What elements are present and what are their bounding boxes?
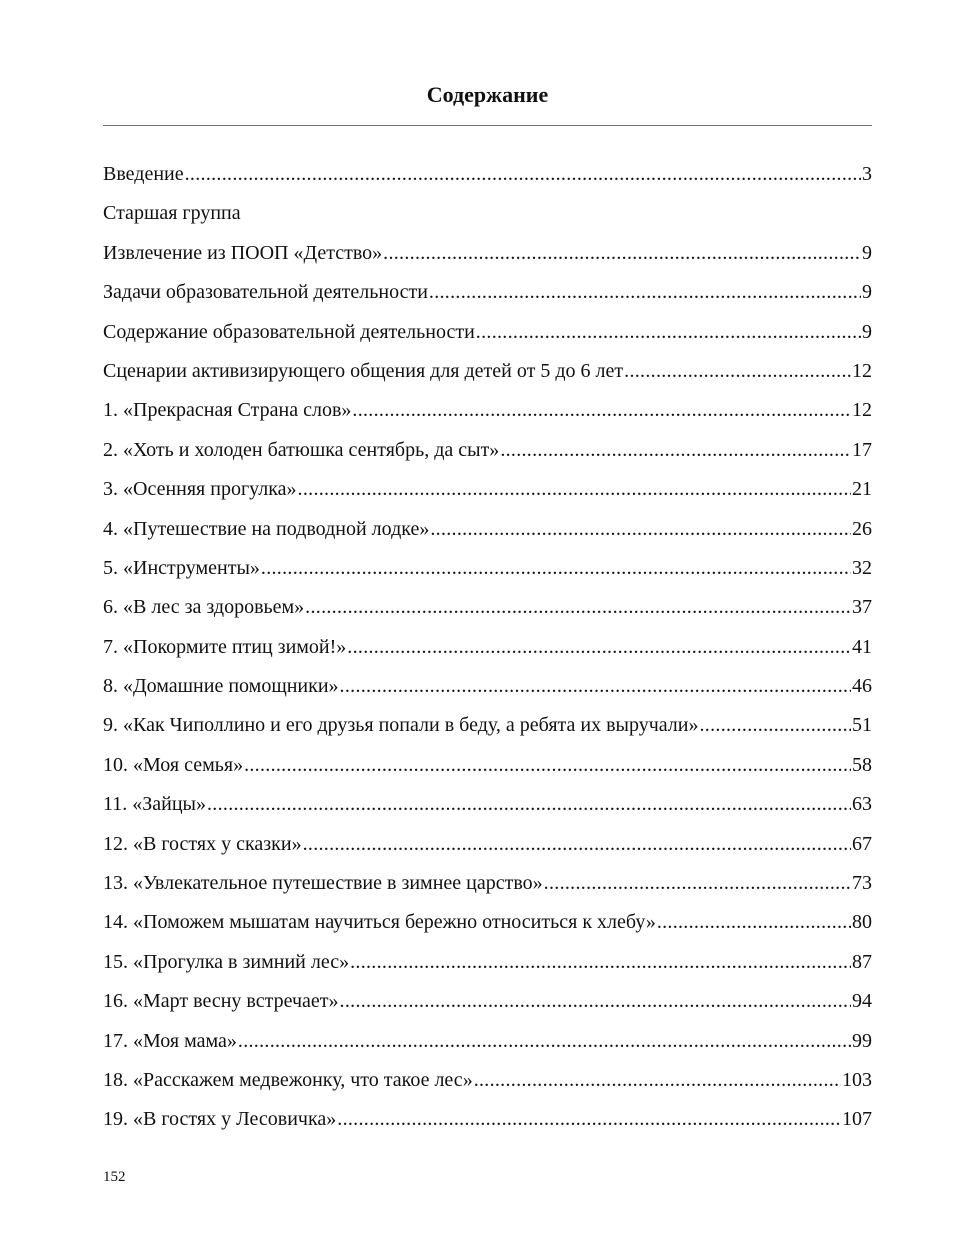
toc-entry-page: 12 <box>852 399 872 422</box>
toc-entry <box>103 588 872 627</box>
toc-entry-page: 87 <box>852 950 872 973</box>
toc-entry <box>103 982 872 1021</box>
toc-entry-page: 26 <box>852 517 872 540</box>
title-divider <box>103 125 872 126</box>
toc-entry <box>103 155 872 194</box>
toc-entry-title: Извлечение из ПООП «Детство» <box>103 241 383 264</box>
toc-dot-leader <box>347 628 851 667</box>
toc-dot-leader <box>352 391 851 430</box>
toc-entry-page: 67 <box>852 832 872 855</box>
toc-entry-title: 14. «Поможем мышатам научиться бережно относиться к хлебу» <box>103 911 656 934</box>
toc-entry <box>103 549 872 588</box>
toc-entry <box>103 785 872 824</box>
toc-entry <box>103 313 872 352</box>
toc-dot-leader <box>350 943 851 982</box>
toc-entry-page: 3 <box>862 163 872 185</box>
toc-entry <box>103 825 872 864</box>
toc-dot-leader <box>476 313 861 352</box>
toc-dot-leader <box>261 549 851 588</box>
toc-dot-leader <box>337 1100 841 1139</box>
toc-entry-title: 3. «Осенняя прогулка» <box>103 478 297 501</box>
toc-entry-title: 7. «Покормите птиц зимой!» <box>103 635 347 658</box>
toc-entry-page: 103 <box>842 1068 872 1091</box>
toc-dot-leader <box>700 706 852 745</box>
toc-dot-leader <box>657 903 851 942</box>
toc-dot-leader <box>305 588 851 627</box>
toc-entry-page: 37 <box>852 596 872 619</box>
toc-entry <box>103 864 872 903</box>
toc-entry <box>103 667 872 706</box>
page-title: Содержание <box>426 82 549 107</box>
toc-entry <box>103 746 872 785</box>
toc-entry-title: 12. «В гостях у сказки» <box>103 832 302 855</box>
toc-entry-page: 9 <box>862 241 872 264</box>
toc-dot-leader <box>500 431 851 470</box>
toc-dot-leader <box>474 1061 841 1100</box>
toc-entry-page: 99 <box>852 1029 872 1052</box>
toc-entry <box>103 706 872 745</box>
toc-entry-title: 4. «Путешествие на подводной лодке» <box>103 517 430 540</box>
toc-entry-page: 107 <box>842 1108 872 1131</box>
toc-entry <box>103 628 872 667</box>
toc-entry-title: 19. «В гостях у Лесовичка» <box>103 1108 337 1131</box>
toc-entry-page: 21 <box>852 478 872 501</box>
toc-entry-page: 17 <box>852 438 872 461</box>
toc-dot-leader <box>298 470 851 509</box>
page-number: 152 <box>103 1169 126 1185</box>
toc-entry-page: 9 <box>862 320 872 343</box>
toc-entry <box>103 510 872 549</box>
toc-dot-leader <box>429 273 861 312</box>
toc-entry-title: Задачи образовательной деятельности <box>103 281 428 304</box>
toc-dot-leader <box>303 825 851 864</box>
toc-dot-leader <box>340 982 851 1021</box>
toc-dot-leader <box>207 785 851 824</box>
toc-entry-page: 12 <box>852 359 872 382</box>
toc-entry-page: 46 <box>852 675 872 698</box>
toc-entry-page: 58 <box>852 753 872 776</box>
toc-section-heading <box>103 194 872 233</box>
toc-entry <box>103 431 872 470</box>
toc-dot-leader <box>238 1022 851 1061</box>
toc-entry <box>103 273 872 312</box>
toc-dot-leader <box>185 155 861 194</box>
toc-entry-title: 2. «Хоть и холоден батюшка сентябрь, да сыт» <box>103 438 500 461</box>
toc-dot-leader <box>383 234 861 273</box>
toc-entry-page: 80 <box>852 911 872 934</box>
table-of-contents <box>103 155 872 1140</box>
toc-entry-title: 15. «Прогулка в зимний лес» <box>103 950 350 973</box>
toc-entry <box>103 943 872 982</box>
toc-entry-title: 10. «Моя семья» <box>103 753 244 776</box>
toc-entry-title: Старшая группа <box>103 202 241 225</box>
toc-entry-title: 9. «Как Чиполлино и его друзья попали в беду, а ребята их выручали» <box>103 714 699 737</box>
toc-entry <box>103 352 872 391</box>
toc-entry-page: 9 <box>862 281 872 304</box>
toc-entry <box>103 1022 872 1061</box>
toc-entry-title: Введение <box>103 163 184 185</box>
toc-entry-title: Сценарии активизирующего общения для детей от 5 до 6 лет <box>103 359 624 382</box>
toc-entry-title: 17. «Моя мама» <box>103 1029 237 1052</box>
toc-dot-leader <box>244 746 851 785</box>
toc-entry-title: Содержание образовательной деятельности <box>103 320 475 343</box>
toc-entry-page: 41 <box>852 635 872 658</box>
toc-entry <box>103 1100 872 1139</box>
toc-entry-title: 8. «Домашние помощники» <box>103 675 339 698</box>
toc-entry-title: 6. «В лес за здоровьем» <box>103 596 305 619</box>
toc-entry <box>103 1061 872 1100</box>
toc-entry-title: 13. «Увлекательное путешествие в зимнее царство» <box>103 872 543 895</box>
toc-entry-title: 18. «Расскажем медвежонку, что такое лес» <box>103 1068 473 1091</box>
toc-entry <box>103 903 872 942</box>
toc-entry-title: 16. «Март весну встречает» <box>103 990 339 1013</box>
toc-dot-leader <box>624 352 851 391</box>
toc-entry-page: 32 <box>852 556 872 579</box>
toc-entry-title: 11. «Зайцы» <box>103 793 206 816</box>
toc-entry-page: 51 <box>852 714 872 737</box>
toc-entry <box>103 234 872 273</box>
toc-entry <box>103 470 872 509</box>
toc-dot-leader <box>544 864 851 903</box>
toc-entry <box>103 391 872 430</box>
toc-entry-page: 73 <box>852 872 872 895</box>
toc-dot-leader <box>340 667 851 706</box>
toc-entry-page: 94 <box>852 990 872 1013</box>
toc-entry-title: 5. «Инструменты» <box>103 556 260 579</box>
toc-dot-leader <box>430 510 851 549</box>
toc-entry-page: 63 <box>852 793 872 816</box>
toc-entry-title: 1. «Прекрасная Страна слов» <box>103 399 352 422</box>
